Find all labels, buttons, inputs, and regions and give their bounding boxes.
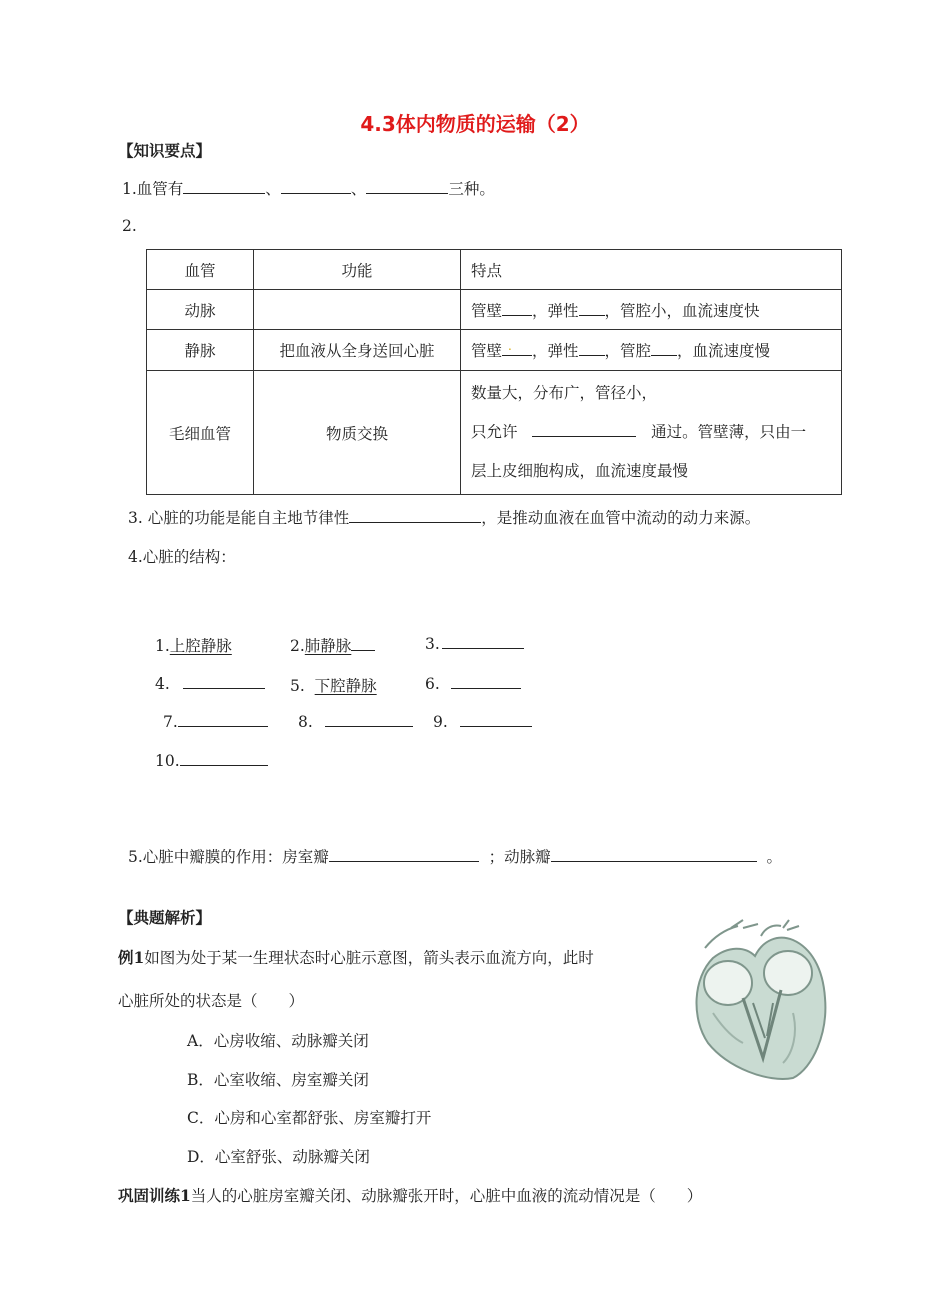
capillary-blank[interactable]: [532, 422, 636, 437]
structure-num-6: 6.: [425, 675, 440, 693]
structure-underline-2: [351, 636, 375, 651]
q1-suffix: 三种。: [448, 180, 495, 198]
header-vessel: 血管: [147, 250, 254, 290]
question-2-label: 2.: [122, 217, 137, 235]
structure-item-2: [290, 634, 375, 656]
structure-num-5: 5.: [290, 677, 305, 695]
structure-item-4: [155, 674, 265, 693]
structure-value-1: 上腔静脉: [169, 637, 232, 655]
capillary-line-2-suffix: 通过。管壁薄，只由一: [651, 423, 807, 441]
structure-num-4: 4.: [155, 675, 170, 693]
example-1-label: 例1: [118, 948, 145, 967]
page-title: 4.3体内物质的运输（2）: [360, 112, 590, 136]
table-row-vein: [147, 330, 842, 371]
structure-item-9: [433, 712, 532, 731]
structure-blank-7[interactable]: [178, 712, 268, 727]
q1-prefix: 1.血管有: [122, 180, 184, 198]
vein-name: 静脉: [147, 330, 254, 371]
structure-blank-3[interactable]: [442, 634, 524, 649]
vein-lumen-blank[interactable]: [651, 341, 677, 356]
artery-name: 动脉: [147, 290, 254, 330]
option-c[interactable]: C．心房和心室都舒张、房室瓣打开: [187, 1109, 432, 1127]
q1-sep-2: 、: [350, 180, 367, 198]
q5-mid: ；动脉瓣: [488, 848, 551, 866]
q1-blank-1[interactable]: [183, 179, 265, 194]
structure-item-1: [155, 634, 232, 656]
q3-prefix: 3. 心脏的功能是能自主地节律性: [128, 509, 350, 527]
question-5: [128, 845, 782, 867]
capillary-function: 物质交换: [254, 371, 461, 495]
example-1-text-1: 如图为处于某一生理状态时心脏示意图，箭头表示血流方向，此时: [144, 949, 594, 967]
structure-value-2: 肺静脉: [304, 637, 352, 655]
structure-blank-10[interactable]: [180, 751, 268, 766]
section-heading-examples: 【典题解析】: [118, 908, 212, 927]
structure-item-5: [290, 674, 377, 696]
structure-num-3: 3.: [425, 635, 440, 653]
option-a[interactable]: A．心房收缩、动脉瓣关闭: [187, 1032, 369, 1050]
q5-blank-arterial-valve[interactable]: [551, 847, 757, 862]
q1-blank-3[interactable]: [366, 179, 448, 194]
vein-feature-part-1: 管壁: [471, 342, 503, 360]
structure-num-9: 9.: [433, 713, 448, 731]
vein-function: 把血液从全身送回心脏: [254, 330, 461, 371]
structure-value-5: 下腔静脉: [314, 677, 377, 695]
capillary-line-2: [471, 413, 831, 452]
capillary-name: 毛细血管: [147, 371, 254, 495]
artery-wall-blank[interactable]: [502, 301, 532, 316]
artery-feature-part-3: ，管腔小，血流速度快: [604, 301, 760, 320]
q5-blank-av-valve[interactable]: [329, 847, 479, 862]
right-chamber: [764, 951, 812, 995]
option-b[interactable]: B．心室收缩、房室瓣关闭: [187, 1071, 369, 1089]
structure-item-8: [298, 712, 413, 731]
vein-feature: [461, 330, 842, 371]
example-1-line-2: 心脏所处的状态是（ ）: [118, 992, 305, 1010]
option-d[interactable]: D．心室舒张、动脉瓣关闭: [187, 1148, 370, 1166]
structure-blank-9[interactable]: [460, 712, 532, 727]
table-row-capillary: [147, 371, 842, 495]
capillary-line-2-prefix: 只允许: [471, 423, 518, 441]
question-4-label: 4.心脏的结构：: [128, 548, 236, 566]
table-row-artery: [147, 290, 842, 330]
structure-num-2: 2.: [290, 637, 305, 655]
capillary-line-1: 数量大，分布广，管径小，: [471, 384, 658, 402]
artery-feature: [461, 290, 842, 330]
artery-feature-part-2: ，弹性: [532, 301, 579, 320]
vein-wall-blank[interactable]: [502, 341, 532, 356]
q1-blank-2[interactable]: [281, 179, 351, 194]
artery-elastic-blank[interactable]: [579, 301, 605, 316]
question-3: [128, 506, 760, 528]
vein-feature-part-3: ，管腔: [604, 342, 652, 360]
structure-num-8: 8.: [298, 713, 313, 731]
header-function: 功能: [254, 250, 461, 290]
capillary-feature: [461, 371, 842, 495]
vein-feature-part-4: ，血流速度慢: [677, 342, 771, 360]
capillary-line-3: 层上皮细胞构成，血流速度最慢: [471, 462, 689, 480]
structure-item-3: [425, 634, 524, 653]
structure-num-7: 7.: [163, 713, 178, 731]
q3-suffix: ，是推动血液在血管中流动的动力来源。: [481, 509, 761, 527]
structure-num-10: 10.: [155, 752, 180, 770]
practice-1-label: 巩固训练1: [118, 1186, 191, 1205]
q1-sep-1: 、: [265, 180, 281, 198]
q3-blank[interactable]: [349, 508, 481, 523]
blood-vessel-table: [146, 249, 842, 495]
structure-item-7: [163, 712, 268, 731]
structure-item-10: [155, 751, 268, 770]
q5-end: 。: [766, 848, 783, 866]
header-feature: 特点: [461, 250, 842, 290]
structure-blank-4[interactable]: [183, 674, 265, 689]
practice-1: [118, 1184, 702, 1206]
section-heading-knowledge: 【知识要点】: [118, 141, 212, 160]
structure-blank-8[interactable]: [325, 712, 413, 727]
structure-item-6: [425, 674, 521, 693]
heart-diagram-image: [683, 918, 833, 1088]
table-header-row: [147, 250, 842, 290]
vein-elastic-blank[interactable]: [579, 341, 605, 356]
mark-dot: .: [508, 339, 512, 353]
artery-feature-part-1: 管壁: [471, 301, 503, 320]
artery-function[interactable]: [254, 290, 461, 330]
q5-prefix: 5.心脏中瓣膜的作用：房室瓣: [128, 848, 329, 866]
structure-blank-6[interactable]: [451, 674, 521, 689]
vein-feature-part-2: ，弹性: [532, 342, 579, 360]
left-chamber: [704, 961, 752, 1005]
question-1: [122, 177, 495, 199]
example-1-line-1: [118, 946, 594, 968]
practice-1-text: 当人的心脏房室瓣关闭、动脉瓣张开时，心脏中血液的流动情况是（ ）: [190, 1187, 703, 1205]
structure-num-1: 1.: [155, 637, 170, 655]
